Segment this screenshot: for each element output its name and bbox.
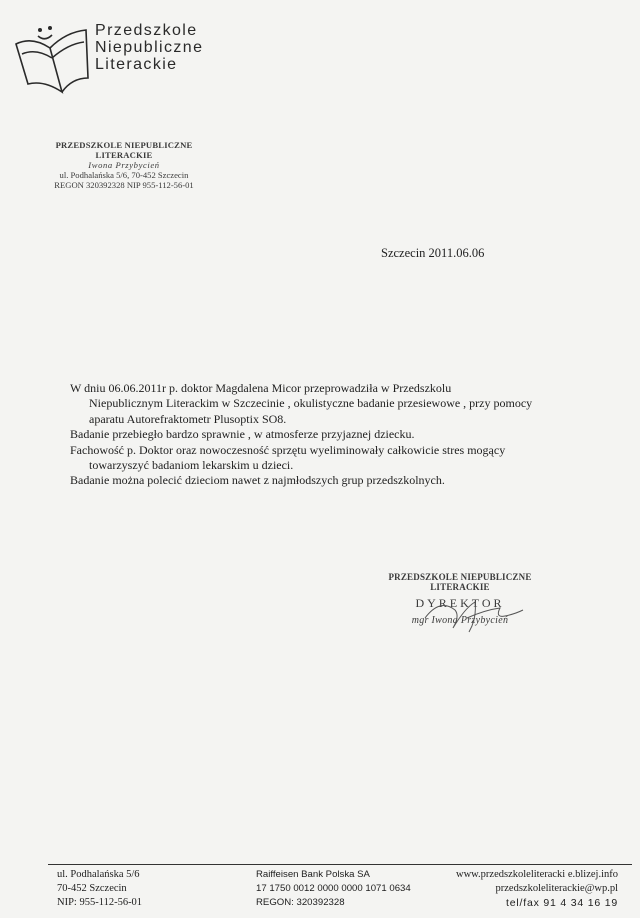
footer-divider [48,864,632,865]
body-line: Fachowość p. Doktor oraz nowoczesność sprzętu wyeliminowały całkowicie stres mogący [70,442,506,457]
handwritten-signature [405,588,535,638]
footer-street: ul. Podhalańska 5/6 [57,869,140,880]
body-line: Badanie można polecić dzieciom nawet z najmłodszych grup przedszkolnych. [70,473,445,488]
director-stamp-name: PRZEDSZKOLE NIEPUBLICZNE [388,572,532,582]
director-stamp-name-2: LITERACKIE [430,582,490,592]
footer-phone: tel/fax 91 4 34 16 19 [506,897,618,909]
footer-nip: NIP: 955-112-56-01 [57,897,143,908]
stamp-name-2: LITERACKIE [95,150,153,160]
logo-line-1: Przedszkole [95,22,198,39]
footer-bank-account: 17 1750 0012 0000 0000 1071 0634 [256,883,411,894]
footer-contact [456,868,618,910]
stamp-address: ul. Podhalańska 5/6, 70-452 Szczecin [59,170,189,180]
director-title: DYREKTOR [415,596,505,610]
body-line: Niepublicznym Literackim w Szczecinie , okulistyczne badanie przesiewowe , przy pomocy [89,396,533,411]
open-book-logo-icon [12,14,92,94]
logo-line-2: Niepubliczne [95,39,204,56]
letter-date: Szczecin 2011.06.06 [381,246,485,260]
institution-stamp [48,140,200,190]
footer-bank-name: Raiffeisen Bank Polska SA [256,869,370,880]
logo-line-3: Literackie [95,56,178,73]
footer-regon: REGON: 320392328 [256,897,345,908]
body-line: towarzyszyć badaniom lekarskim u dzieci. [89,458,294,473]
body-line: aparatu Autorefraktometr Plusoptix SO8. [89,411,287,426]
footer-email-link[interactable]: przedszkoleliterackie@wp.pl [495,883,618,894]
footer-city: 70-452 Szczecin [57,883,127,894]
body-line: W dniu 06.06.2011r p. doktor Magdalena Micor przeprowadziła w Przedszkolu [70,381,452,395]
stamp-owner: Iwona Przybycień [88,160,160,170]
letter-body [70,381,533,489]
body-line: Badanie przebiegło bardzo sprawnie , w atmosferze przyjaznej dziecku. [70,427,415,442]
stamp-name: PRZEDSZKOLE NIEPUBLICZNE [55,140,193,150]
stamp-ids: REGON 320392328 NIP 955-112-56-01 [54,180,194,190]
footer-bank [256,868,411,910]
director-name: mgr Iwona Przybycień [411,615,509,626]
footer-address [57,868,142,910]
footer-website-link[interactable]: www.przedszkoleliteracki e.blizej.info [455,869,618,880]
logo-wordmark [95,22,203,73]
